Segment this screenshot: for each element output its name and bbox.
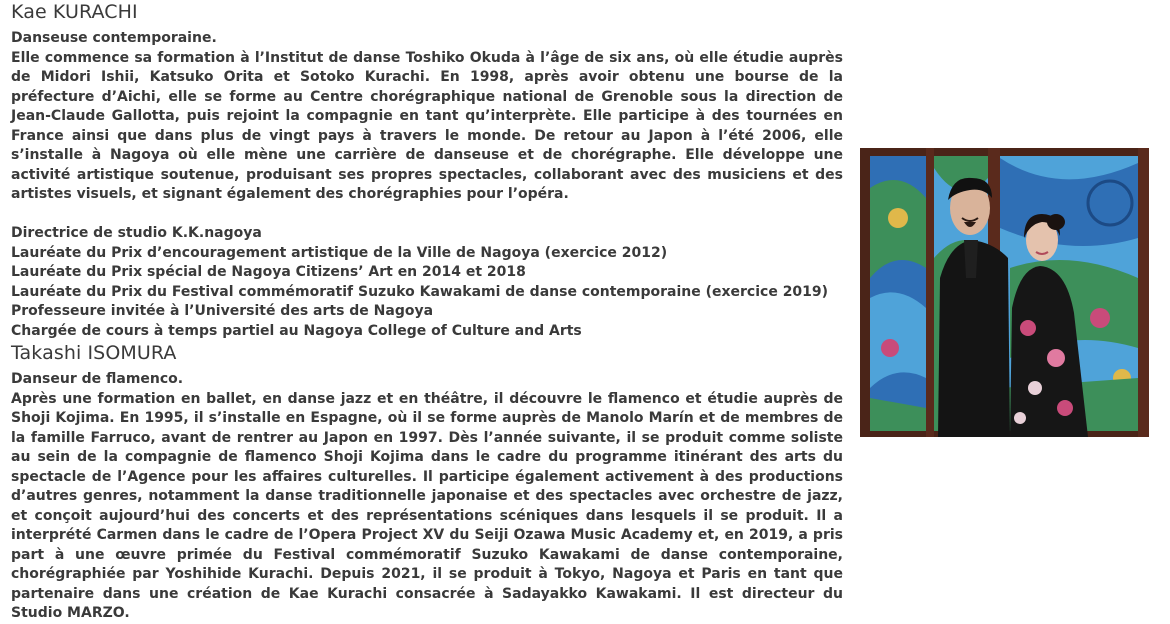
stained-glass-left <box>870 156 926 431</box>
dancers-portrait-photo <box>860 148 1149 437</box>
kae-kurachi-section <box>11 0 843 341</box>
takashi-name-heading: Takashi ISOMURA <box>11 342 177 364</box>
award-item: Directrice de studio K.K.nagoya <box>11 225 262 241</box>
award-item: Lauréate du Prix d’encouragement artistique de la Ville de Nagoya (exercice 2012) <box>11 244 668 261</box>
kae-bio-paragraph: Elle commence sa formation à l’Institut de danse Toshiko Okuda à l’âge de six ans, où elle étudie auprès de Midori Ishii, Katsuko Orita et Sotoko Kurachi. En 1998, après avoir obtenu une bourse de la préfecture d’Aichi, elle se forme au Centre chorégraphique national de Grenoble sous la direction de Jean-Claude Gallotta, puis rejoint la compagnie en tant qu’interprète. Elle participe à des tournées en France ainsi que dans plus de vingt pays à travers le monde. De retour au Japon à l’été 2006, elle s’installe à Nagoya où elle mène une carrière de danseuse et de chorégraphe. Elle développe une activité artistique soutenue, produisant ses propres spectacles, collaborant avec des musiciens et des artistes visuels, et signant également des chorégraphies pour l’opéra. <box>11 49 843 202</box>
kae-awards-list <box>11 224 843 341</box>
takashi-isomura-section <box>11 341 843 624</box>
takashi-bio-block <box>11 370 843 624</box>
spacer <box>11 205 843 225</box>
award-item: Lauréate du Prix du Festival commémoratif Suzuko Kawakami de danse contemporaine (exercice 2019) <box>11 283 829 300</box>
award-item: Professeure invitée à l’Université des arts de Nagoya <box>11 303 434 319</box>
award-item: Chargée de cours à temps partiel au Nagoya College of Culture and Arts <box>11 322 582 339</box>
takashi-bio-paragraph: Après une formation en ballet, en danse jazz et en théâtre, il découvre le flamenco et étudie auprès de Shoji Kojima. En 1995, il s’installe en Espagne, où il se forme auprès de Manolo Marín et de membres de la famille Farruco, avant de rentrer au Japon en 1997. Dès l’année suivante, il se produit comme soliste au sein de la compagnie de flamenco Shoji Kojima dans le cadre du programme itinérant des arts du spectacle de l’Agence pour les affaires culturelles. Il participe également activement à des productions d’autres genres, notamment la danse traditionnelle japonaise et des spectacles avec orchestre de jazz, et conçoit aujourd’hui des concerts et des représentations scéniques dans lesquels il se produit. Il a interprété Carmen dans le cadre de l’Opera Project XV du Seiji Ozawa Music Academy et, en 2019, a pris part à une œuvre primée du Festival commémoratif Suzuko Kawakami de danse contemporaine, chorégraphiée par Yoshihide Kurachi. Depuis 2021, il se produit à Tokyo, Nagoya et Paris en tant que partenaire dans une création de Kae Kurachi consacrée à Sadayakko Kawakami. Il est directeur du Studio MARZO. <box>11 390 843 621</box>
kae-bio-block <box>11 29 843 341</box>
award-item: Lauréate du Prix spécial de Nagoya Citizens’ Art en 2014 et 2018 <box>11 264 526 280</box>
kae-role: Danseuse contemporaine. <box>11 30 217 46</box>
kae-name-heading: Kae KURACHI <box>11 1 138 23</box>
photo-illustration <box>860 148 1149 437</box>
takashi-role: Danseur de flamenco. <box>11 371 184 387</box>
